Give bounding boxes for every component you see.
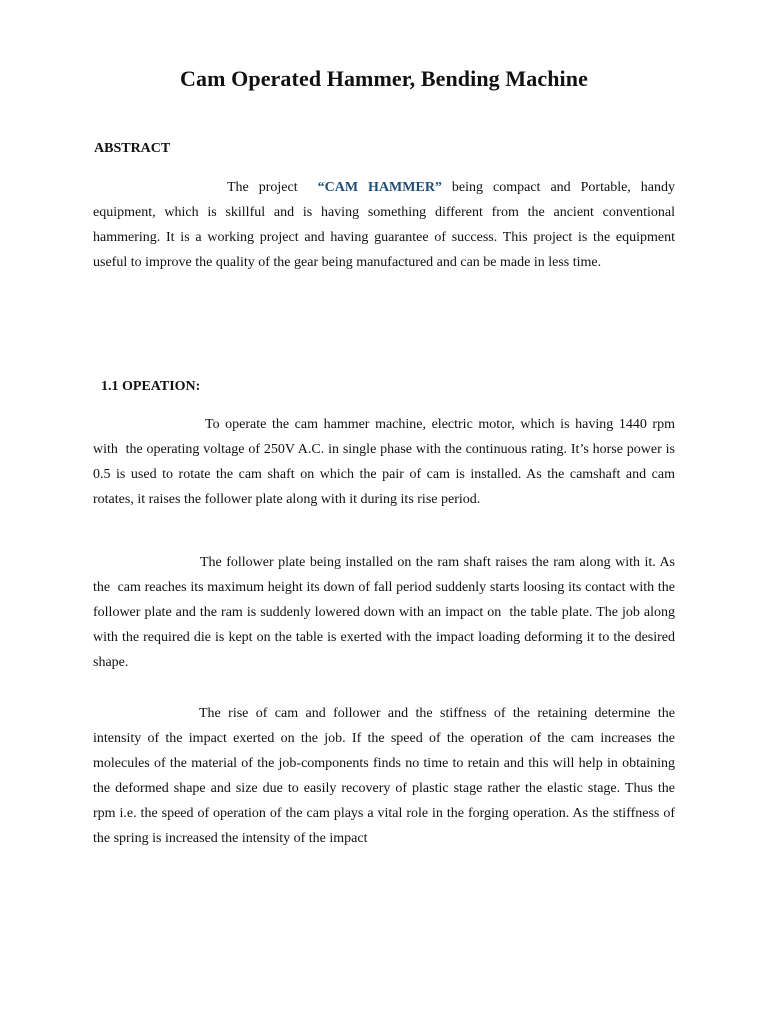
abstract-heading: ABSTRACT: [94, 141, 171, 156]
abstract-paragraph: [93, 175, 675, 275]
project-name-highlight: “CAM HAMMER”: [317, 180, 442, 195]
operation-paragraph-1-text: To operate the cam hammer machine, electric motor, which is having 1440 rpm with the operating voltage of 250V A.C. in single phase with the continuous rating. It’s horse power is 0.5 is used to rotate the cam shaft on which the pair of cam is installed. As the camshaft and cam rotates, it raises the follower plate along with it during its rise period.: [93, 417, 675, 507]
document-title: Cam Operated Hammer, Bending Machine: [180, 66, 588, 91]
abstract-text-after: being compact and Portable, handy equipment, which is skillful and is having something different from the ancient conventional hammering. It is a working project and having guarantee of success. This project is the equipment useful to improve the quality of the gear being manufactured and can be made in less time.: [93, 180, 676, 270]
operation-paragraph-3: [93, 701, 675, 851]
operation-paragraph-2: [93, 550, 675, 675]
operation-paragraph-2-text: The follower plate being installed on the ram shaft raises the ram along with it. As the cam reaches its maximum height its down of fall period suddenly starts loosing its contact with the follower plate and the ram is suddenly lowered down with an impact on the table plate. The job along with the required die is kept on the table is exerted with the impact loading deforming it to the desired shape.: [93, 555, 675, 670]
abstract-text-before: The project: [227, 180, 318, 195]
operation-paragraph-3-text: The rise of cam and follower and the stiffness of the retaining determine the intensity of the impact exerted on the job. If the speed of the operation of the cam increases the molecules of the material of the job-components finds no time to retain and this will help in obtaining the deformed shape and size due to easily recovery of plastic stage rather the elastic stage. Thus the rpm i.e. the speed of operation of the cam plays a vital role in the forging operation. As the stiffness of the spring is increased the intensity of the impact: [93, 706, 675, 846]
operation-paragraph-1: [93, 412, 675, 512]
operation-heading: 1.1 OPEATION:: [101, 379, 201, 394]
